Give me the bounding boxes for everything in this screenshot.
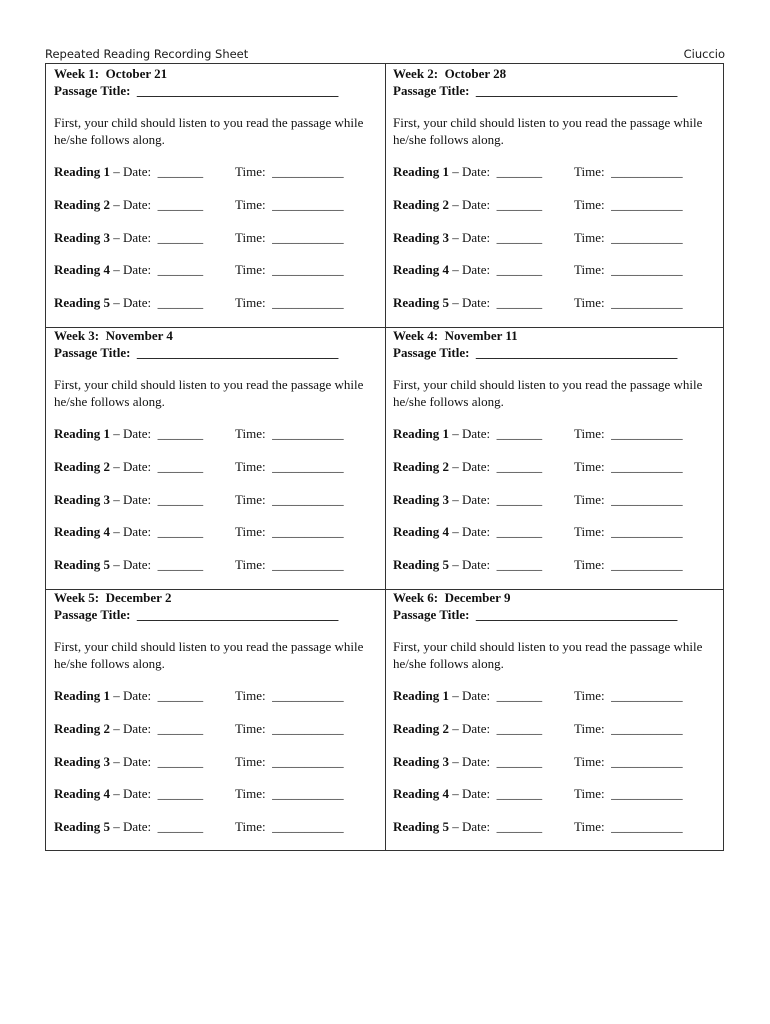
date-field[interactable]: – Date: _______ [448, 721, 543, 736]
reading-row [54, 492, 384, 509]
reading-label: Reading 1 [393, 164, 449, 179]
time-field[interactable]: Time: ___________ [235, 721, 344, 736]
date-field[interactable]: – Date: _______ [109, 754, 204, 769]
reading-label: Reading 2 [393, 459, 449, 474]
reading-row [54, 164, 384, 181]
reading-label: Reading 5 [393, 295, 449, 310]
reading-label: Reading 1 [393, 426, 449, 441]
reading-row [54, 688, 384, 705]
time-field[interactable]: Time: ___________ [574, 721, 683, 736]
date-field[interactable]: – Date: _______ [448, 295, 543, 310]
date-field[interactable]: – Date: _______ [448, 754, 543, 769]
time-field[interactable]: Time: ___________ [574, 524, 683, 539]
time-field[interactable]: Time: ___________ [235, 295, 344, 310]
date-field[interactable]: – Date: _______ [109, 197, 204, 212]
reading-label: Reading 3 [54, 492, 110, 507]
reading-row [393, 262, 723, 279]
reading-label: Reading 5 [393, 557, 449, 572]
week-cell-2 [393, 66, 723, 328]
author-name: Ciuccio [683, 47, 725, 61]
reading-label: Reading 4 [393, 786, 449, 801]
reading-row [54, 262, 384, 279]
date-field[interactable]: – Date: _______ [448, 459, 543, 474]
date-field[interactable]: – Date: _______ [109, 557, 204, 572]
instruction-text: First, your child should listen to you read the passage while he/she follows along. [393, 115, 703, 147]
reading-label: Reading 3 [393, 754, 449, 769]
column-divider [385, 64, 386, 850]
reading-label: Reading 4 [393, 262, 449, 277]
time-field[interactable]: Time: ___________ [235, 492, 344, 507]
date-field[interactable]: – Date: _______ [109, 426, 204, 441]
date-field[interactable]: – Date: _______ [448, 164, 543, 179]
reading-row [54, 524, 384, 541]
week-heading: Week 6: December 9 [393, 590, 511, 605]
date-field[interactable]: – Date: _______ [448, 688, 543, 703]
date-field[interactable]: – Date: _______ [448, 492, 543, 507]
date-field[interactable]: – Date: _______ [109, 492, 204, 507]
reading-row [54, 557, 384, 574]
reading-label: Reading 2 [54, 721, 110, 736]
reading-label: Reading 1 [54, 426, 110, 441]
reading-label: Reading 1 [393, 688, 449, 703]
date-field[interactable]: – Date: _______ [448, 819, 543, 834]
time-field[interactable]: Time: ___________ [235, 230, 344, 245]
reading-row [393, 230, 723, 247]
time-field[interactable]: Time: ___________ [574, 164, 683, 179]
reading-label: Reading 4 [54, 524, 110, 539]
time-field[interactable]: Time: ___________ [235, 262, 344, 277]
reading-row [54, 721, 384, 738]
reading-row [393, 492, 723, 509]
date-field[interactable]: – Date: _______ [109, 164, 204, 179]
reading-label: Reading 4 [54, 786, 110, 801]
reading-label: Reading 5 [393, 819, 449, 834]
reading-row [54, 197, 384, 214]
instruction-text: First, your child should listen to you read the passage while he/she follows along. [54, 639, 364, 671]
reading-row [54, 230, 384, 247]
reading-row [393, 524, 723, 541]
reading-row [54, 754, 384, 771]
reading-label: Reading 5 [54, 819, 110, 834]
reading-row [393, 197, 723, 214]
time-field[interactable]: Time: ___________ [235, 524, 344, 539]
passage-title-field[interactable]: Passage Title: _______________________________ [54, 606, 339, 622]
reading-label: Reading 4 [54, 262, 110, 277]
reading-label: Reading 2 [54, 197, 110, 212]
date-field[interactable]: – Date: _______ [448, 262, 543, 277]
reading-label: Reading 1 [54, 164, 110, 179]
time-field[interactable]: Time: ___________ [574, 459, 683, 474]
reading-label: Reading 3 [54, 754, 110, 769]
time-field[interactable]: Time: ___________ [235, 557, 344, 572]
reading-row [393, 688, 723, 705]
week-cell-1 [54, 66, 384, 328]
time-field[interactable]: Time: ___________ [574, 688, 683, 703]
time-field[interactable]: Time: ___________ [574, 819, 683, 834]
time-field[interactable]: Time: ___________ [235, 786, 344, 801]
time-field[interactable]: Time: ___________ [235, 688, 344, 703]
reading-label: Reading 3 [393, 492, 449, 507]
reading-row [393, 819, 723, 836]
reading-row [54, 426, 384, 443]
reading-label: Reading 2 [393, 197, 449, 212]
week-cell-6 [393, 590, 723, 852]
passage-title-field[interactable]: Passage Title: _______________________________ [393, 344, 678, 360]
passage-title-field[interactable]: Passage Title: _______________________________ [393, 82, 678, 98]
time-field[interactable]: Time: ___________ [574, 557, 683, 572]
date-field[interactable]: – Date: _______ [448, 426, 543, 441]
date-field[interactable]: – Date: _______ [109, 459, 204, 474]
date-field[interactable]: – Date: _______ [109, 230, 204, 245]
passage-title-field[interactable]: Passage Title: _______________________________ [54, 82, 339, 98]
date-field[interactable]: – Date: _______ [109, 786, 204, 801]
time-field[interactable]: Time: ___________ [235, 164, 344, 179]
page-header [45, 47, 725, 63]
instruction-text: First, your child should listen to you read the passage while he/she follows along. [54, 377, 364, 409]
instruction-text: First, your child should listen to you read the passage while he/she follows along. [54, 115, 364, 147]
time-field[interactable]: Time: ___________ [574, 754, 683, 769]
reading-row [393, 295, 723, 312]
reading-label: Reading 5 [54, 295, 110, 310]
reading-row [393, 557, 723, 574]
reading-label: Reading 3 [393, 230, 449, 245]
recording-grid [45, 63, 724, 851]
time-field[interactable]: Time: ___________ [574, 230, 683, 245]
time-field[interactable]: Time: ___________ [235, 197, 344, 212]
time-field[interactable]: Time: ___________ [574, 295, 683, 310]
reading-label: Reading 3 [54, 230, 110, 245]
week-cell-4 [393, 328, 723, 590]
reading-row [393, 786, 723, 803]
time-field[interactable]: Time: ___________ [235, 754, 344, 769]
date-field[interactable]: – Date: _______ [109, 295, 204, 310]
time-field[interactable]: Time: ___________ [235, 459, 344, 474]
reading-label: Reading 5 [54, 557, 110, 572]
date-field[interactable]: – Date: _______ [448, 786, 543, 801]
reading-row [393, 164, 723, 181]
reading-row [54, 786, 384, 803]
reading-label: Reading 4 [393, 524, 449, 539]
date-field[interactable]: – Date: _______ [448, 557, 543, 572]
time-field[interactable]: Time: ___________ [574, 786, 683, 801]
reading-row [54, 295, 384, 312]
reading-row [393, 721, 723, 738]
time-field[interactable]: Time: ___________ [235, 426, 344, 441]
date-field[interactable]: – Date: _______ [109, 819, 204, 834]
week-cell-3 [54, 328, 384, 590]
reading-label: Reading 2 [393, 721, 449, 736]
time-field[interactable]: Time: ___________ [574, 426, 683, 441]
date-field[interactable]: – Date: _______ [109, 721, 204, 736]
reading-row [54, 819, 384, 836]
date-field[interactable]: – Date: _______ [109, 262, 204, 277]
reading-row [393, 459, 723, 476]
date-field[interactable]: – Date: _______ [448, 524, 543, 539]
date-field[interactable]: – Date: _______ [448, 197, 543, 212]
passage-title-field[interactable]: Passage Title: _______________________________ [393, 606, 678, 622]
reading-row [54, 459, 384, 476]
date-field[interactable]: – Date: _______ [109, 524, 204, 539]
reading-row [393, 754, 723, 771]
date-field[interactable]: – Date: _______ [109, 688, 204, 703]
time-field[interactable]: Time: ___________ [574, 492, 683, 507]
passage-title-field[interactable]: Passage Title: _______________________________ [54, 344, 339, 360]
time-field[interactable]: Time: ___________ [574, 197, 683, 212]
week-heading: Week 1: October 21 [54, 66, 168, 81]
reading-label: Reading 1 [54, 688, 110, 703]
instruction-text: First, your child should listen to you read the passage while he/she follows along. [393, 639, 703, 671]
reading-row [393, 426, 723, 443]
week-heading: Week 5: December 2 [54, 590, 172, 605]
week-heading: Week 2: October 28 [393, 66, 507, 81]
time-field[interactable]: Time: ___________ [574, 262, 683, 277]
week-heading: Week 3: November 4 [54, 328, 173, 343]
date-field[interactable]: – Date: _______ [448, 230, 543, 245]
reading-label: Reading 2 [54, 459, 110, 474]
week-heading: Week 4: November 11 [393, 328, 518, 343]
sheet-title: Repeated Reading Recording Sheet [45, 47, 249, 61]
time-field[interactable]: Time: ___________ [235, 819, 344, 834]
instruction-text: First, your child should listen to you read the passage while he/she follows along. [393, 377, 703, 409]
week-cell-5 [54, 590, 384, 852]
